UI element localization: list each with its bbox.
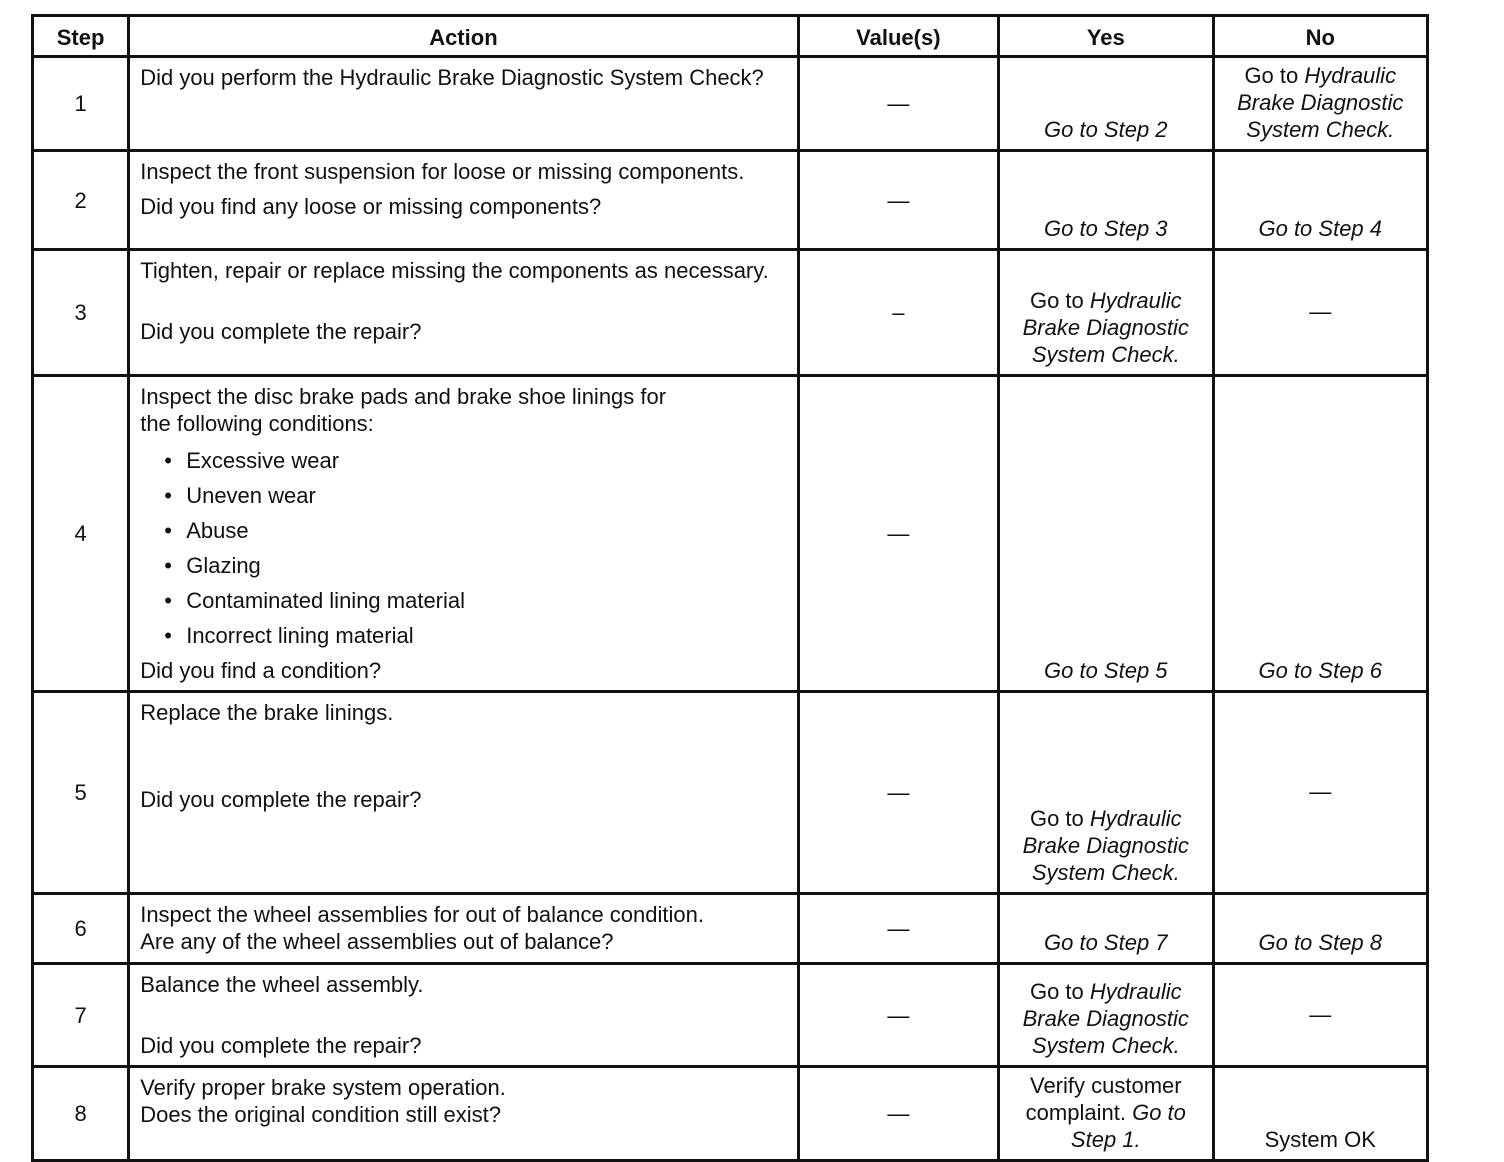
action-cell <box>129 964 798 1067</box>
action-question: Did you complete the repair? <box>140 319 422 344</box>
no-cell: — <box>1213 692 1427 894</box>
action-cell <box>129 894 798 964</box>
value-cell: – <box>798 250 998 376</box>
step-number: 8 <box>33 1067 129 1161</box>
yes-text-italic: Go to Step 1. <box>1070 1100 1186 1152</box>
table-row-step-6 <box>33 894 1428 964</box>
no-cell <box>1213 57 1427 151</box>
action-cell <box>129 57 798 151</box>
header-values: Value(s) <box>798 16 998 57</box>
list-item: • Incorrect lining material <box>164 623 414 648</box>
yes-text-plain: Go to <box>1029 979 1084 1004</box>
no-cell: System OK <box>1213 1067 1427 1161</box>
no-cell: Go to Step 6 <box>1213 376 1427 692</box>
action-question: Did you complete the repair? <box>140 1033 422 1058</box>
action-text: Balance the wheel assembly. <box>140 972 424 997</box>
list-item: • Contaminated lining material <box>164 588 466 613</box>
action-cell <box>129 692 798 894</box>
action-text: Inspect the wheel assemblies for out of balance condition. <box>140 902 704 927</box>
header-row <box>33 16 1428 57</box>
action-text: Inspect the disc brake pads and brake shoe linings for the following conditions: <box>140 384 667 436</box>
yes-text-italic: Hydraulic Brake Diagnostic System Check. <box>1022 979 1189 1058</box>
action-question: Does the original condition still exist? <box>140 1102 501 1127</box>
no-cell: — <box>1213 964 1427 1067</box>
table-row-step-3 <box>33 250 1428 376</box>
yes-cell <box>999 250 1213 376</box>
value-cell: — <box>798 151 998 250</box>
yes-text-italic: Hydraulic Brake Diagnostic System Check. <box>1022 806 1189 885</box>
table-row-step-8 <box>33 1067 1428 1161</box>
header-yes: Yes <box>999 16 1213 57</box>
no-text-plain: Go to <box>1244 63 1299 88</box>
list-item: • Uneven wear <box>164 483 316 508</box>
table-row-step-2 <box>33 151 1428 250</box>
action-text: Did you perform the Hydraulic Brake Diagnostic System Check? <box>140 65 764 90</box>
diagnostic-table <box>31 14 1429 1162</box>
step-number: 7 <box>33 964 129 1067</box>
action-text: Tighten, repair or replace missing the components as necessary. <box>140 258 769 283</box>
yes-text-italic: Hydraulic Brake Diagnostic System Check. <box>1022 288 1189 367</box>
table-row-step-4 <box>33 376 1428 692</box>
action-question: Did you complete the repair? <box>140 787 422 812</box>
yes-cell <box>999 964 1213 1067</box>
no-cell: Go to Step 8 <box>1213 894 1427 964</box>
step-number: 2 <box>33 151 129 250</box>
header-step: Step <box>33 16 129 57</box>
action-text: Replace the brake linings. <box>140 700 394 725</box>
action-question: Did you find a condition? <box>140 658 382 683</box>
value-cell: — <box>798 376 998 692</box>
step-number: 3 <box>33 250 129 376</box>
value-cell: — <box>798 894 998 964</box>
yes-cell <box>999 692 1213 894</box>
value-cell: — <box>798 692 998 894</box>
value-cell: — <box>798 964 998 1067</box>
yes-text-plain: Verify customer complaint. <box>1025 1073 1182 1125</box>
table-row-step-7 <box>33 964 1428 1067</box>
action-cell <box>129 151 798 250</box>
yes-text-plain: Go to <box>1029 806 1084 831</box>
header-action: Action <box>129 16 798 57</box>
no-text-italic: Hydraulic Brake Diagnostic System Check. <box>1237 63 1404 142</box>
step-number: 5 <box>33 692 129 894</box>
action-question: Are any of the wheel assemblies out of balance? <box>140 929 614 954</box>
no-cell: — <box>1213 250 1427 376</box>
list-item: • Abuse <box>164 518 249 543</box>
yes-cell: Go to Step 3 <box>999 151 1213 250</box>
value-cell: — <box>798 57 998 151</box>
list-item: • Glazing <box>164 553 261 578</box>
action-cell <box>129 1067 798 1161</box>
action-cell <box>129 250 798 376</box>
value-cell: — <box>798 1067 998 1161</box>
step-number: 6 <box>33 894 129 964</box>
action-question: Did you find any loose or missing components? <box>140 194 602 219</box>
yes-cell: Go to Step 2 <box>999 57 1213 151</box>
yes-cell <box>999 1067 1213 1161</box>
yes-cell: Go to Step 5 <box>999 376 1213 692</box>
no-cell: Go to Step 4 <box>1213 151 1427 250</box>
action-text: Verify proper brake system operation. <box>140 1075 506 1100</box>
step-number: 1 <box>33 57 129 151</box>
yes-text-plain: Go to <box>1029 288 1084 313</box>
table-row-step-1 <box>33 57 1428 151</box>
header-no: No <box>1213 16 1427 57</box>
list-item: • Excessive wear <box>164 448 340 473</box>
step-number: 4 <box>33 376 129 692</box>
table-row-step-5 <box>33 692 1428 894</box>
action-cell <box>129 376 798 692</box>
action-text: Inspect the front suspension for loose or missing components. <box>140 159 745 184</box>
yes-cell: Go to Step 7 <box>999 894 1213 964</box>
conditions-list <box>140 443 786 653</box>
